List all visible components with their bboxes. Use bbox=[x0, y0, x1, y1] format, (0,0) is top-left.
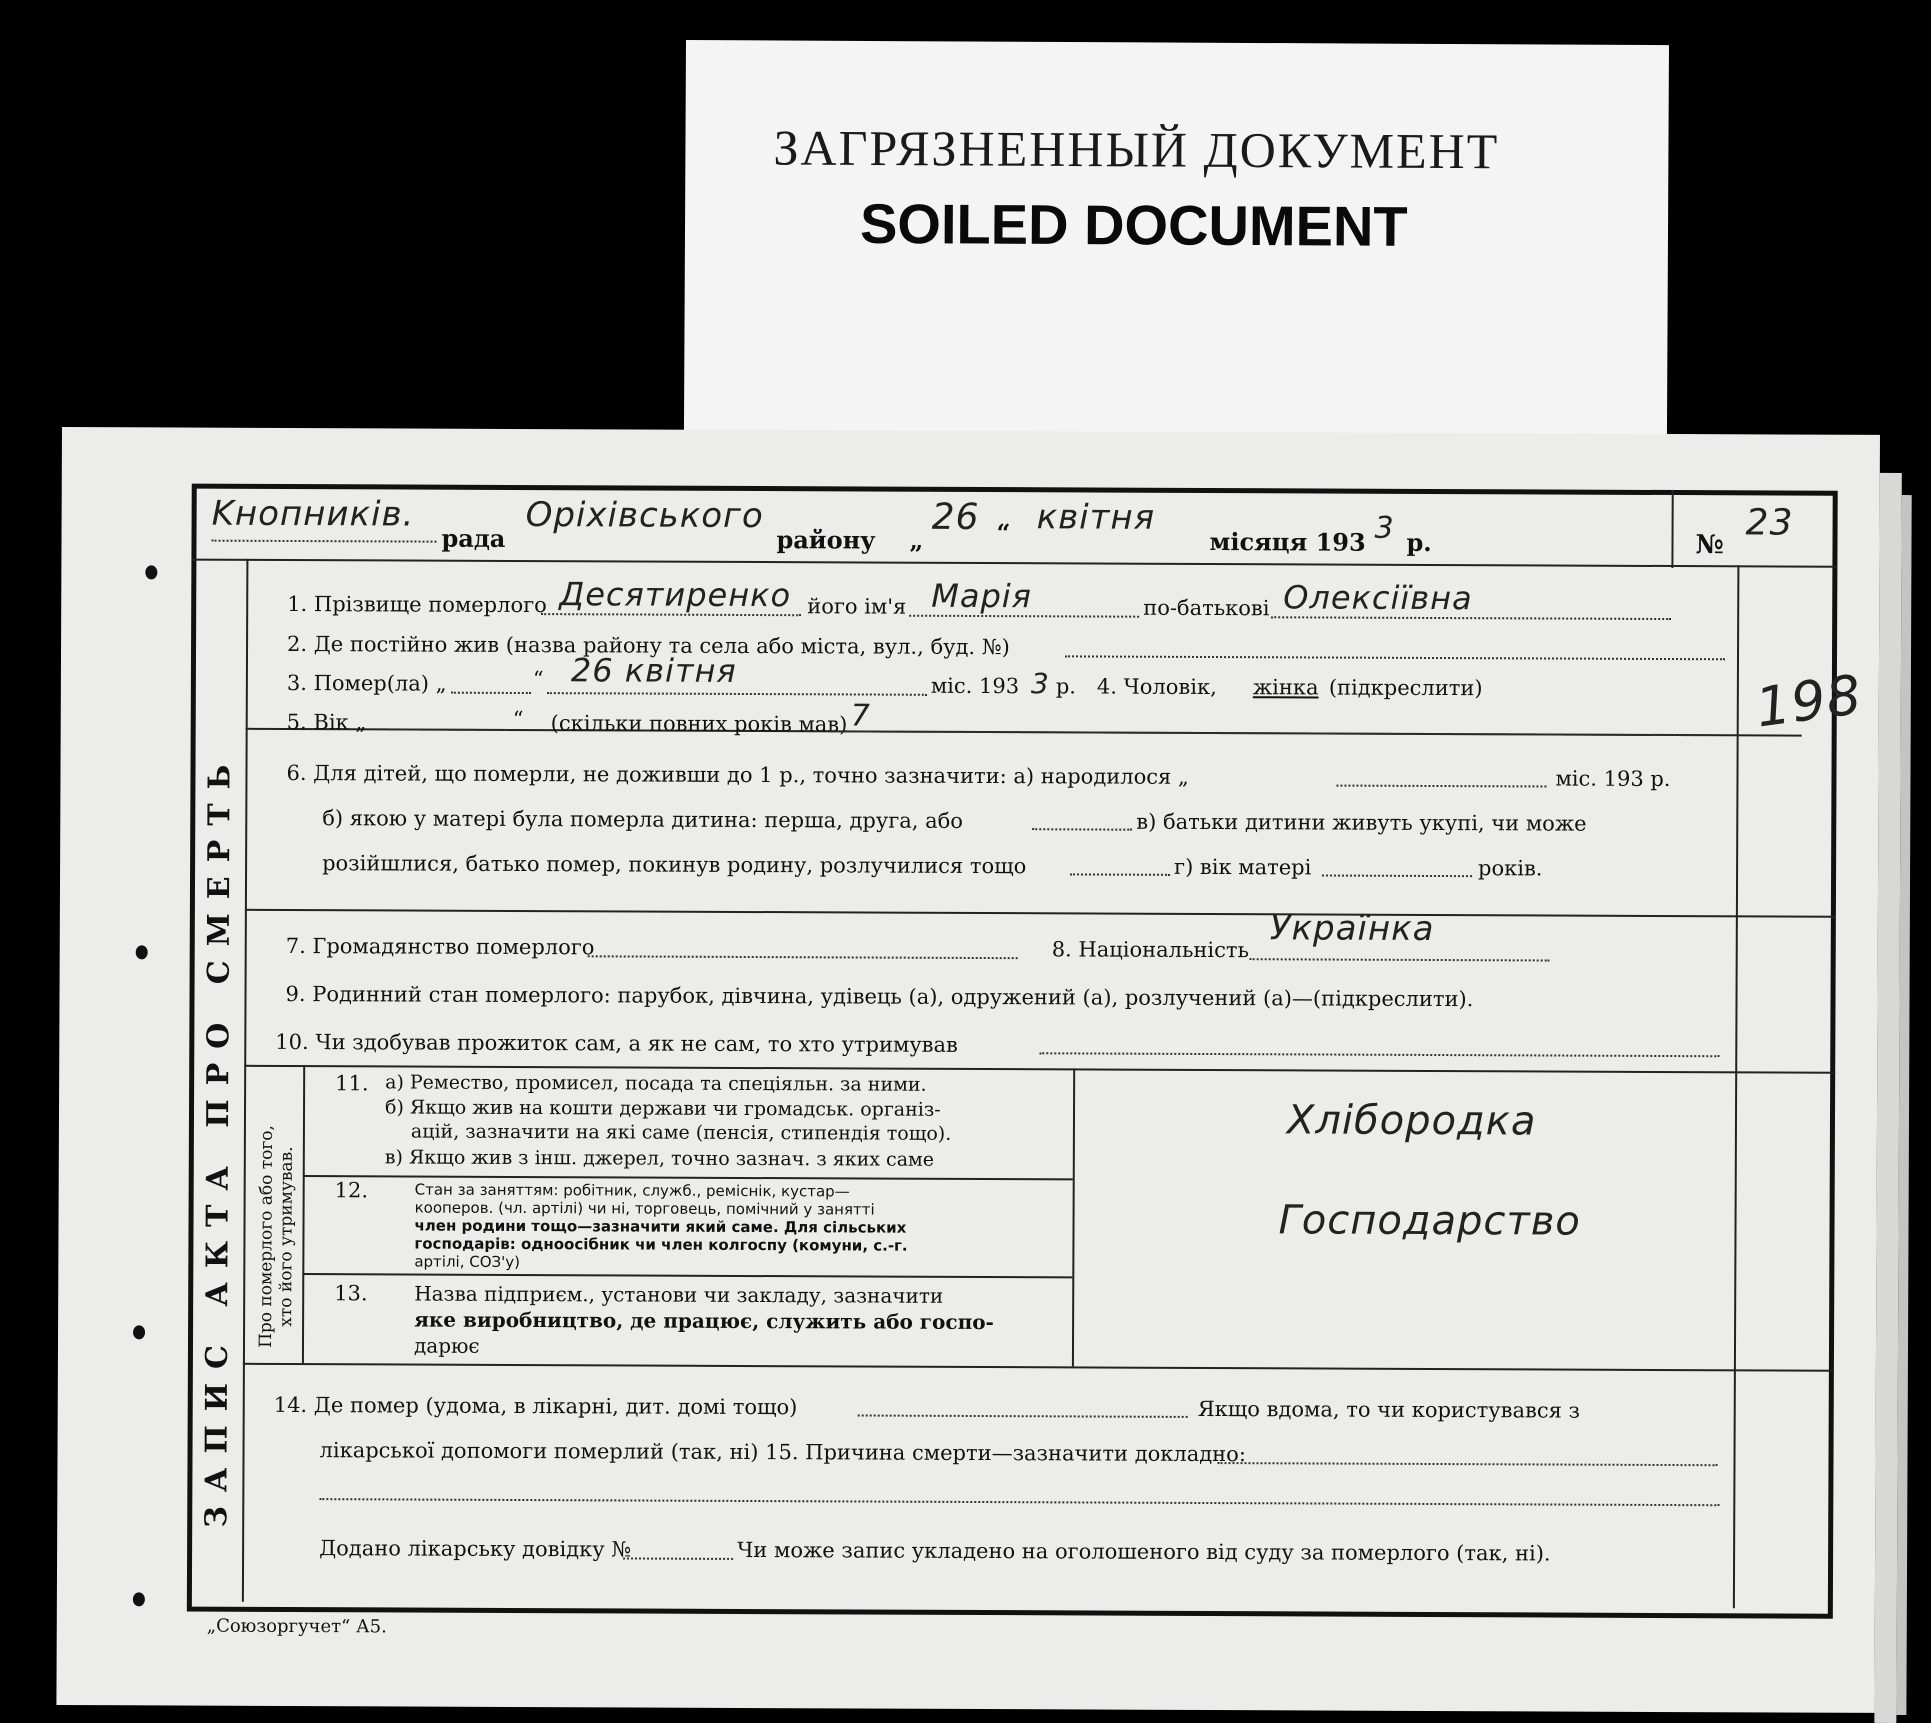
field-1-value: Десятиренко bbox=[559, 575, 792, 615]
year-label: р. bbox=[1406, 527, 1432, 557]
field-13-line-3: дарює bbox=[413, 1333, 480, 1358]
field-12-line: господарів: одноосібник чи член колгоспу (комуни, с.-г. bbox=[414, 1234, 908, 1255]
label-title-en: SOILED DOCUMENT bbox=[859, 191, 1408, 258]
punch-hole bbox=[145, 565, 157, 579]
field-16-question: Чи може запис укладено на оголошеного від суду за померлого (так, ні). bbox=[737, 1537, 1551, 1566]
field-13-line-2: яке виробництво, де працює, служить або госпо- bbox=[414, 1307, 994, 1335]
field-15-label: лікарської допомоги померлий (так, ні) 15. Причина смерти—зазначити докладно: bbox=[319, 1438, 1246, 1467]
label-title-ru: ЗАГРЯЗНЕННЫЙ ДОКУМЕНТ bbox=[773, 119, 1500, 180]
punch-hole bbox=[133, 1325, 145, 1339]
field-3-year-value: 3 bbox=[1030, 667, 1050, 701]
vertical-subtitle bbox=[256, 1125, 297, 1348]
field-11-b2: ацій, зазначити на які саме (пенсія, стипендія тощо). bbox=[410, 1120, 952, 1145]
field-9-label: 9. Родинний стан померлого: парубок, дівчина, удівець (а), одружений (а), розлучений (а)—(підкреслити). bbox=[285, 981, 1474, 1012]
field-13-number: 13. bbox=[334, 1281, 368, 1306]
field-7-label: 7. Громадянство померлого bbox=[285, 933, 595, 960]
field-16-label: Додано лікарську довідку № bbox=[319, 1536, 632, 1562]
field-1-patronymic-value: Олексіївна bbox=[1283, 578, 1473, 618]
death-record-form bbox=[56, 427, 1880, 1713]
month-handwritten: квітня bbox=[1036, 497, 1156, 538]
month-label: місяця 193 bbox=[1209, 527, 1366, 557]
field-3-year-label: міс. 193 bbox=[930, 673, 1020, 699]
field-12-number: 12. bbox=[334, 1178, 369, 1203]
soiled-document-label bbox=[684, 40, 1669, 465]
punch-hole bbox=[133, 1592, 145, 1606]
year-handwritten: 3 bbox=[1374, 510, 1395, 546]
field-14-label: 14. Де помер (удома, в лікарні, дит. домі тощо) bbox=[273, 1392, 798, 1420]
margin-note-handwritten: 198 bbox=[1752, 662, 1866, 740]
field-1-name-label: його ім'я bbox=[807, 594, 907, 619]
council-label: рада bbox=[441, 523, 506, 553]
field-10-label: 10. Чи здобував прожиток сам, а як не сам, то хто утримував bbox=[275, 1029, 958, 1057]
field-13-line-1: Назва підприєм., установи чи закладу, зазначити bbox=[414, 1281, 944, 1308]
field-11-b1: б) Якщо жив на кошти держави чи громадськ. організ- bbox=[384, 1096, 941, 1121]
field-12-line: кооперов. (чл. артілі) чи ні, торговець, помічний у занятті bbox=[414, 1198, 875, 1219]
field-6-line-3a: розійшлися, батько помер, покинув родину, розлучилися тощо bbox=[322, 851, 1027, 879]
field-4-label: 4. Чоловік, bbox=[1096, 674, 1217, 700]
field-2-label: 2. Де постійно жив (назва району та села або міста, вул., буд. №) bbox=[287, 631, 1010, 660]
council-handwritten: Kнопників. bbox=[211, 493, 415, 535]
field-6-line-3c: років. bbox=[1478, 856, 1543, 881]
field-1-name-value: Марія bbox=[931, 576, 1033, 616]
field-12-value: Господарство bbox=[1278, 1197, 1581, 1245]
district-handwritten: Оріхівського bbox=[525, 495, 764, 537]
field-6-line-3b: г) вік матері bbox=[1174, 854, 1312, 880]
number-divider bbox=[1671, 490, 1673, 568]
vertical-subtitle-line: Про померлого або того, bbox=[255, 1124, 277, 1348]
field-5-value: 7 bbox=[850, 698, 871, 734]
field-11-a: а) Ремество, промисел, посада та спеціяльн. за ними. bbox=[385, 1071, 927, 1096]
field-11-value: Хлібородка bbox=[1286, 1097, 1537, 1145]
day-quote-close: “ bbox=[996, 518, 1011, 548]
field-8-value: Українка bbox=[1269, 908, 1435, 949]
field-3-quote: “ bbox=[532, 667, 544, 692]
punch-hole bbox=[136, 945, 148, 959]
field-1-label: 1. Прізвище померлого bbox=[287, 591, 547, 618]
field-5-label: 5. Вік „ bbox=[286, 709, 367, 735]
field-11-c: в) Якщо жив з інш. джерел, точно зазнач. з яких саме bbox=[384, 1146, 935, 1171]
day-handwritten: 26 bbox=[931, 496, 980, 539]
field-12-line: член родини тощо—зазначити який саме. Для сільських bbox=[414, 1216, 907, 1237]
number-label: № bbox=[1695, 530, 1724, 561]
field-1-patronymic-label: по-батькові bbox=[1143, 595, 1270, 621]
field-3-year-suffix: р. bbox=[1055, 674, 1077, 699]
field-11-number: 11. bbox=[335, 1071, 369, 1096]
field-6-reason-line bbox=[1070, 873, 1170, 875]
field-12-line: Стан за заняттям: робітник, служб., реміснік, кустар— bbox=[414, 1180, 850, 1201]
district-label: району bbox=[776, 525, 876, 555]
field-8-label: 8. Національність bbox=[1051, 937, 1250, 963]
day-quote-open: „ bbox=[909, 525, 924, 555]
field-12-text bbox=[414, 1181, 908, 1273]
field-4-female-underlined: жінка bbox=[1252, 675, 1319, 700]
vertical-title: ЗАПИС АКТА ПРО СМЕРТЬ bbox=[199, 750, 238, 1528]
field-14-right: Якщо вдома, то чи користувався з bbox=[1197, 1396, 1581, 1423]
field-6-order-line bbox=[1032, 828, 1132, 830]
field-5-quote: “ bbox=[512, 706, 524, 732]
field-3-label: 3. Помер(ла) „ bbox=[286, 670, 447, 696]
field-6-line-2a: б) якою у матері була померла дитина: перша, друга, або bbox=[322, 806, 963, 833]
field-6-line-1: 6. Для дітей, що померли, не доживши до 1 р., точно зазначити: а) народилося „ bbox=[286, 760, 1189, 789]
field-3-day-line bbox=[451, 692, 531, 694]
field-6-line-1-end: міс. 193 р. bbox=[1555, 766, 1671, 792]
form-footer: „Союзоргучет“ А5. bbox=[206, 1615, 387, 1638]
field-6-line-2b: в) батьки дитини живуть укупі, чи може bbox=[1136, 809, 1587, 836]
field-5-text: (скільки повних років мав) bbox=[550, 711, 848, 737]
number-handwritten: 23 bbox=[1745, 502, 1794, 544]
field-12-line: артілі, СОЗ'у) bbox=[414, 1252, 521, 1272]
vertical-subtitle-line: хто його утримував. bbox=[276, 1146, 297, 1327]
field-4-suffix: (підкреслити) bbox=[1328, 675, 1483, 701]
field-3-value: 26 квітня bbox=[570, 651, 737, 690]
